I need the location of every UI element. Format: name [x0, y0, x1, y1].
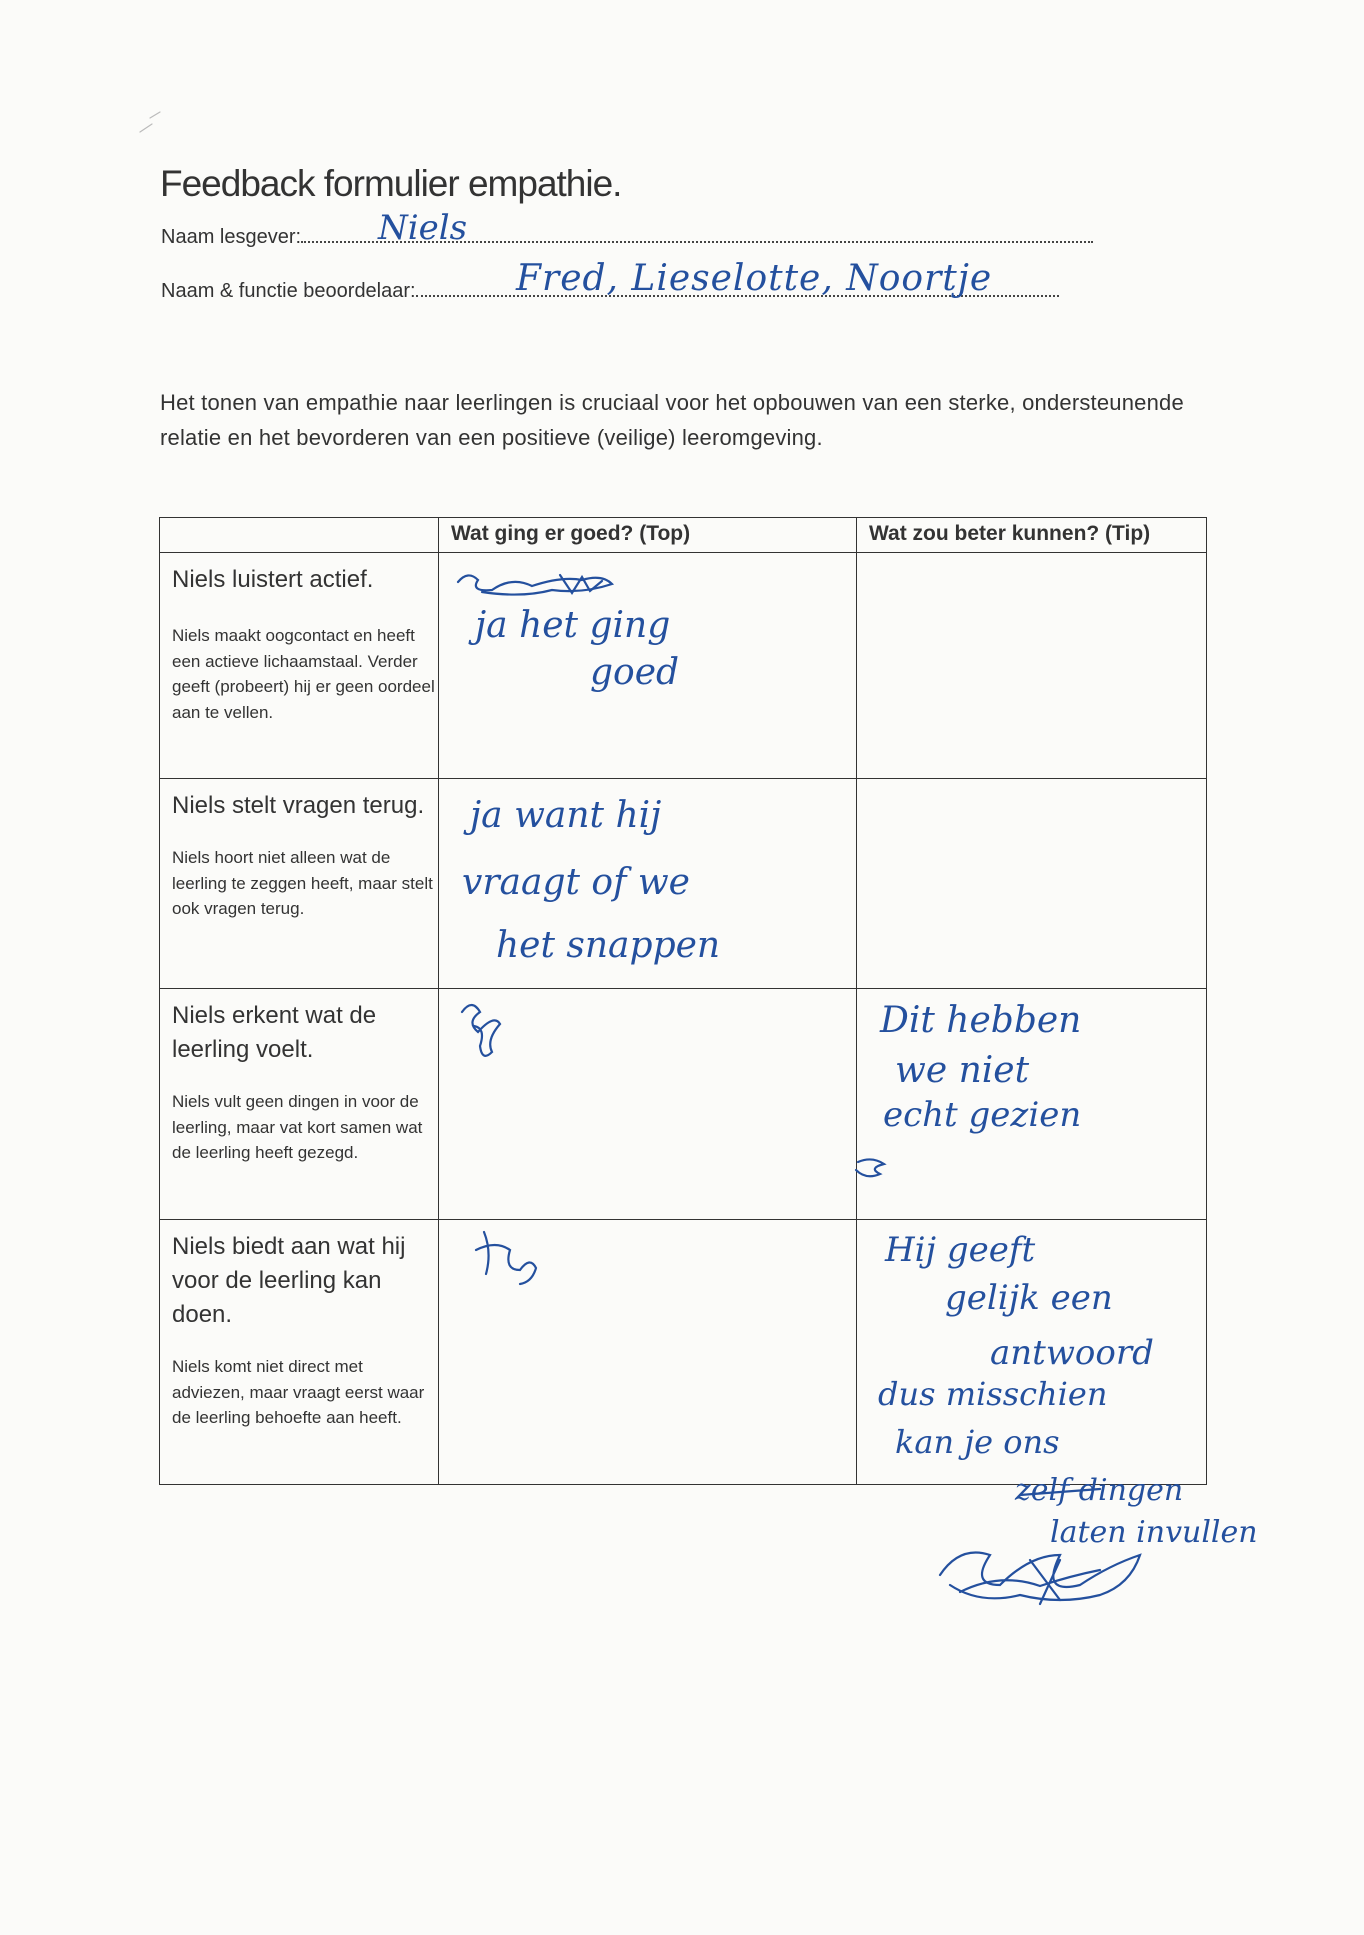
- scribble-mark: [458, 575, 612, 594]
- handwritten-answer: goed: [590, 652, 680, 693]
- scribble-mark: [140, 112, 160, 132]
- header-tip: Wat zou beter kunnen? (Tip): [857, 518, 1207, 553]
- handwritten-answer: kan je ons: [895, 1423, 1060, 1461]
- handwritten-answer: we niet: [895, 1050, 1030, 1091]
- handwritten-answer: Hij geeft: [885, 1230, 1036, 1270]
- header-top: Wat ging er goed? (Top): [439, 518, 857, 553]
- teacher-label: Naam lesgever:: [161, 226, 302, 248]
- handwritten-answer: het snappen: [496, 925, 721, 966]
- criterion-title: Niels stelt vragen terug.: [172, 792, 425, 819]
- teacher-name-handwritten: Niels: [378, 208, 468, 248]
- page-title: Feedback formulier empathie.: [160, 163, 622, 204]
- handwritten-answer: gelijk een: [945, 1278, 1113, 1318]
- scribble-mark: [462, 1005, 500, 1056]
- scribble-mark: [476, 1232, 536, 1284]
- scribble-mark: [856, 1159, 884, 1176]
- criterion-description: Niels hoort niet alleen wat de leerling te zeggen heeft, maar stelt ook vragen terug.: [172, 848, 433, 918]
- handwritten-answer: laten invullen: [1050, 1515, 1258, 1550]
- criterion-title: Niels erkent wat de leerling voelt.: [172, 1002, 377, 1063]
- handwritten-answer: vraagt of we: [462, 862, 690, 903]
- handwritten-answer: antwoord: [990, 1333, 1154, 1373]
- scribble-mark: [940, 1553, 1140, 1601]
- handwritten-answer: ja het ging: [475, 605, 671, 646]
- scribble-mark: [1020, 1489, 1100, 1495]
- criterion-description: Niels komt niet direct met adviezen, maar vraagt eerst waar de leerling behoefte aan heeft.: [172, 1357, 425, 1427]
- handwritten-answer: Dit hebben: [880, 1000, 1082, 1041]
- handwritten-answer: dus misschien: [878, 1375, 1108, 1413]
- criterion-title: Niels biedt aan wat hij voor de leerling kan doen.: [172, 1233, 406, 1328]
- criterion-description: Niels vult geen dingen in voor de leerling, maar vat kort samen wat de leerling heeft gezegd.: [172, 1092, 423, 1162]
- handwritten-answer: zelf dingen: [1015, 1473, 1184, 1508]
- handwritten-answer: ja want hij: [470, 795, 662, 836]
- criterion-description: Niels maakt oogcontact en heeft een actieve lichaamstaal. Verder geeft (probeert) hij er geen oordeel aan te vellen.: [172, 626, 435, 722]
- assessor-label: Naam & functie beoordelaar:: [161, 280, 416, 302]
- assessor-names-handwritten: Fred, Lieselotte, Noortje: [516, 258, 993, 299]
- handwritten-answer: echt gezien: [883, 1095, 1082, 1135]
- criterion-title: Niels luistert actief.: [172, 566, 374, 593]
- intro-paragraph: Het tonen van empathie naar leerlingen is cruciaal voor het opbouwen van een sterke, ondersteunende relatie en het bevorderen van een positieve (veilige) leeromgeving.: [160, 390, 1184, 450]
